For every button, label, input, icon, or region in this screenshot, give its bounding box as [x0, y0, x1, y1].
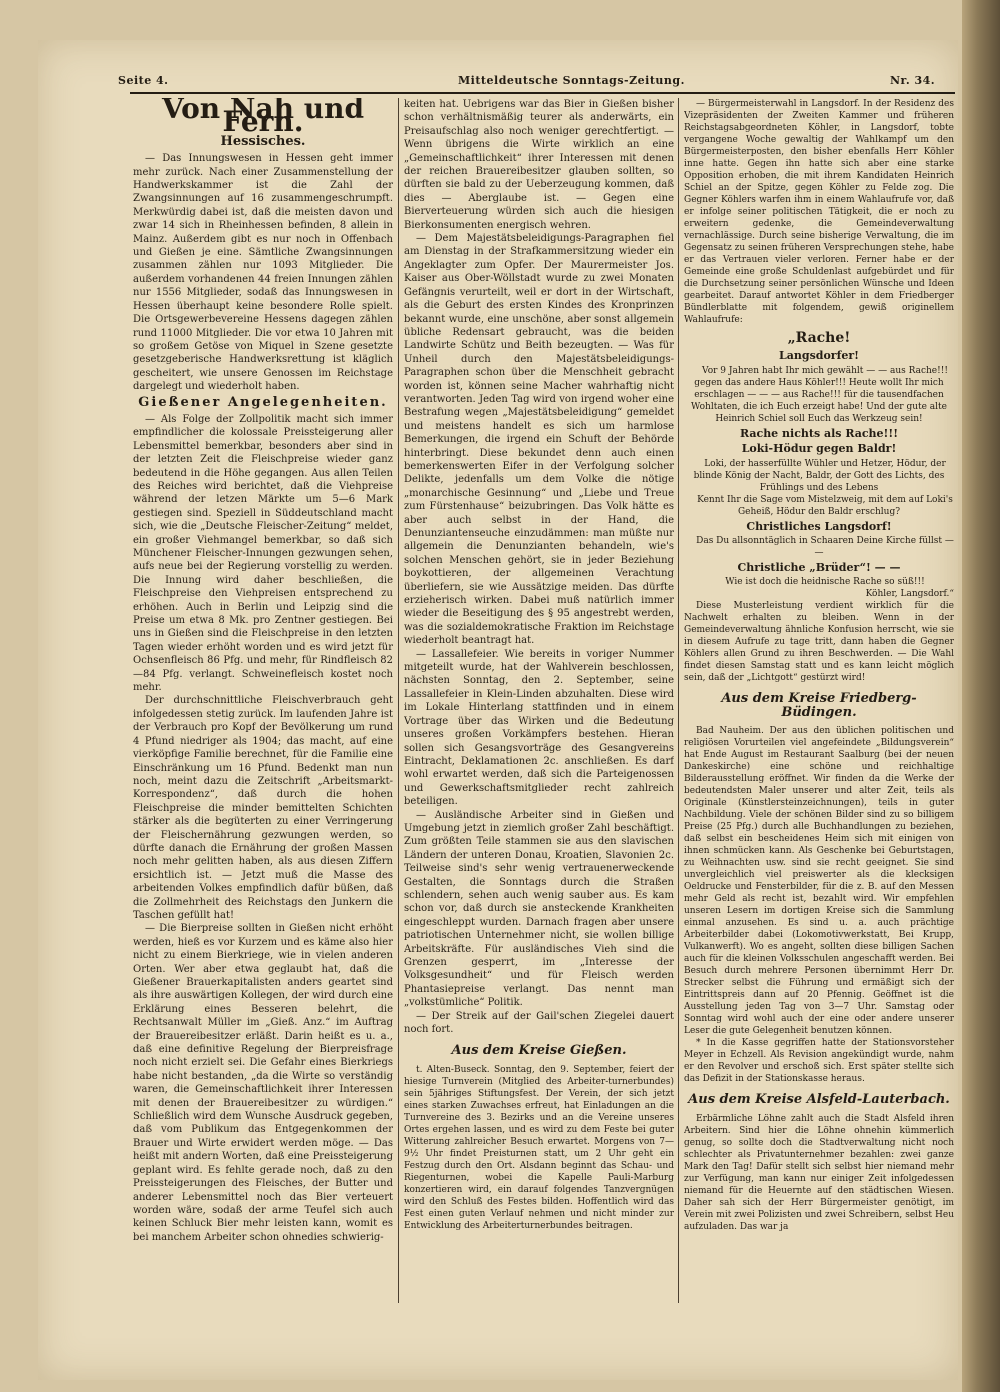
poem-line: Christliche „Brüder“! — —	[737, 561, 901, 575]
article-paragraph: Bad Nauheim. Der aus den üblichen politischen und religiösen Vorurteilen viel angefeindete „Bildungsverein“ hat Ende August im Restaurant Saalburg (bei der neuen Dankeskirche) eine schöne und reichhaltige Bilderausstellung eröffnet. Wir finden da die Werke der bedeutendsten Maler unserer und alter Zeit, teils als Originale (Künstlersteinzeichnungen), teils in guter Nachbildung. Viele der schönen Bilder sind zu so billigem Preise (25 Pfg.) durch alle Buchhandlungen zu beziehen, daß selbst ein bescheidenes Heim sich mit einigen von ihnen schmücken kann. Als Geschenke bei Geburtstagen, zu Weihnachten usw. sind sie recht geeignet. Sie sind unvergleichlich viel preiswerter als die klecksigen Oeldrucke und Fensterbilder, für die z. B. auf den Messen mehr Geld als recht ist, bezahlt wird. Wir empfehlen unseren Lesern im dortigen Kreise sich die Sammlung einmal anzusehen. Es sind u. a. auch prächtige Arbeiterbilder dabei (Lokomotivwerkstatt, Bei Krupp, Vulkanwerft). Wo es angeht, sollten diese billigen Sachen auch für die kleinen Volksschulen angeschafft werden. Bei Besuch durch mehrere Personen übernimmt Herr Dr. Strecker selbst die Führung und ermäßigt sich der Eintrittspreis dann auf 20 Pfennig. Geöffnet ist die Ausstellung jeden Tag von 3—7 Uhr. Samstag oder Sonntag wird wohl auch der eine oder andere unserer Leser die gute Gelegenheit benutzen können.	[684, 726, 954, 1037]
page-header	[78, 74, 958, 90]
poem-text: Das Du allsonntäglich in Schaaren Deine Kirche füllst — —	[696, 536, 954, 559]
poem-line: Langsdorfer!	[779, 349, 859, 363]
article-paragraph: — Das Innungswesen in Hessen geht immer mehr zurück. Nach einer Zusammenstellung der Handwerkskammer ist die Zahl der Zwangsinnungen auf 16 zusammengeschrumpft. Merkwürdig dabei ist, daß die meisten davon und zwar 14 sich in Rheinhessen befinden, 8 allein in Mainz. Außerdem gibt es nur noch in Offenbach und Gießen je eine. Sämtliche Zwangsinnungen zusammen zählen nur 1093 Mitglieder. Die außerdem vorhandenen 44 freien Innungen zählen nur 1556 Mitglieder, sodaß das Innungswesen in Hessen überhaupt keine besondere Rolle spielt. Die Ortsgewerbevereine Hessens dagegen zählen rund 11000 Mitglieder. Die vor etwa 10 Jahren mit so großem Getöse von Miquel in Szene gesetzte gesetzgeberische Handwerksrettung ist kläglich gescheitert, wie unsere Genossen im Reichstage dargelegt und wiederholt haben.	[133, 153, 393, 393]
article-paragraph: Diese Musterleistung verdient wirklich für die Nachwelt erhalten zu bleiben. Wenn in der Gemeindeverwaltung ähnliche Konfusion herrscht, wie sie in diesem Aufrufe zu tage tritt, dann haben die Gegner Köhlers allen Grund zu ihren Beschwerden. — Die Wahl findet diesen Samstag statt und es kann leicht möglich sein, daß der „Lichtgott“ gestürzt wird!	[684, 601, 954, 684]
poem-text: Vor 9 Jahren habt Ihr mich gewählt — — aus Rache!!! gegen das andere Haus Köhler!!! Heute wollt Ihr mich erschlagen — — — aus Rache!!! für die tausendfachen Wohltaten, die ich Euch erzeigt habe! Und der gute alte Heinrich Schiel soll Euch das Werkzeug sein!	[691, 365, 948, 424]
article-heading: Aus dem Kreise Friedberg-Büdingen.	[721, 691, 917, 720]
article-paragraph: Erbärmliche Löhne zahlt auch die Stadt Alsfeld ihren Arbeitern. Sind hier die Löhne ohnehin kümmerlich genug, so sollte doch die Stadtverwaltung nicht noch schlechter als Privatunternehmer bezahlen: zwei ganze Mark den Tag! Dafür stellt sich selbst hier niemand mehr zur Verfügung, man kann nur einiger Zeit infolgedessen niemand für die Heuernte auf den städtischen Wiesen. Daher sah sich der Herr Bürgermeister genötigt, im Verein mit zwei Polizisten und zwei Schreibern, selbst Heu aufzuladen. Das war ja	[684, 1113, 954, 1232]
article-paragraph: — Bürgermeisterwahl in Langsdorf. In der Residenz des Vizepräsidenten der Zweiten Kammer und früheren Reichstagsabgeordneten Köhler, in Langsdorf, tobte vergangene Woche gewaltig der Wahlkampf um den Bürgermeisterposten, den bisher ebenfalls Herr Köhler inne hatte. Gegen ihn hatte sich aber eine starke Opposition erhoben, die mit ihrem Kandidaten Heinrich Schiel an der Spitze, gegen Köhler zu Felde zog. Die Gegner Köhlers warfen ihm in einem Wahlaufrufe vor, daß er infolge seiner politischen Tätigkeit, die er noch zu erweitern gedenke, die Gemeindeverwaltung vernachlässige. Durch seine bisherige Verwaltung, die im Gegensatz zu seinen früheren Versprechungen stehe, habe er das Vertrauen vieler verloren. Ferner habe er der Gemeinde eine große Schuldenlast aufgebürdet und für die Durchsetzung seiner persönlichen Wünsche und Ideen gearbeitet. Darauf antwortet Köhler in dem Friedberger Bündlerblatte mit folgendem, gewiß originellem Wahlaufrufe:	[684, 99, 954, 325]
column-2	[404, 98, 674, 1303]
article-paragraph: — Lassallefeier. Wie bereits in voriger Nummer mitgeteilt wurde, hat der Wahlverein beschlossen, nächsten Sonntag, den 2. September, seine Lassallefeier in Klein-Linden abzuhalten. Diese wird im Lokale Hinterlang stattfinden und in einem Vortrage über das Wirken und die Bedeutung unseres großen Vorkämpfers bestehen. Hieran sollen sich Gesangsvorträge des Gesangvereins Eintracht, Deklamationen 2c. anschließen. Es darf wohl erwartet werden, daß sich die Parteigenossen und Gewerkschaftsmitglieder recht zahlreich beteiligen.	[404, 648, 674, 808]
column-1	[133, 98, 393, 1303]
column-divider	[398, 98, 399, 1303]
poem-text: Wie ist doch die heidnische Rache so süß!!!	[725, 577, 925, 588]
poem-text: Kennt Ihr die Sage vom Mistelzweig, mit dem auf Loki's Geheiß, Hödur den Baldr erschlug?	[697, 494, 953, 517]
header-rule	[130, 92, 955, 94]
issue-number: Nr. 34.	[890, 74, 936, 87]
article-paragraph: — Ausländische Arbeiter sind in Gießen und Umgebung jetzt in ziemlich großer Zahl beschäftigt. Zum größten Teile stammen sie aus den slavischen Ländern der unteren Donau, Kroatien, Slavonien 2c. Teilweise sind's sehr wenig vertrauenerweckende Gestalten, die Sonntags durch die Straßen schlendern, sehen auch wenig sauber aus. Es kam schon vor, daß durch sie ansteckende Krankheiten eingeschleppt wurden. Darnach fragen aber unsere patriotischen Unternehmer nicht, sie wollen billige Arbeitskräfte. Für ausländisches Vieh sind die Grenzen gesperrt, im „Interesse der Volksgesundheit“ und für Fleisch werden Phantasiepreise verlangt. Das nennt man „volkstümliche“ Politik.	[404, 809, 674, 1009]
article-paragraph: — Der Streik auf der Gail'schen Ziegelei dauert noch fort.	[404, 1010, 674, 1036]
article-heading: Aus dem Kreise Alsfeld-Lauterbach.	[688, 1092, 950, 1108]
article-paragraph: keiten hat. Uebrigens war das Bier in Gießen bisher schon verhältnismäßig teurer als anderwärts, ein Preisaufschlag also noch weniger gerechtfertigt. — Wenn übrigens die Wirte wirklich an eine „Gemeinschaftlichkeit“ ihrer Interessen mit denen der reichen Brauereibesitzer glauben sollten, so dürften sie bald zu der Ueberzeugung kommen, daß dies — Aberglaube ist. — Gegen eine Bierverteuerung würden sich auch die hiesigen Bierkonsumenten energisch wehren.	[404, 99, 674, 231]
newspaper-name: Mitteldeutsche Sonntags-Zeitung.	[458, 74, 685, 87]
book-binding	[962, 0, 1000, 1392]
poem-signature: Köhler, Langsdorf.“	[865, 589, 954, 600]
column-divider	[678, 98, 679, 1303]
column-3	[684, 98, 954, 1303]
poem-title: „Rache!	[787, 330, 851, 346]
article-paragraph: — Die Bierpreise sollten in Gießen nicht erhöht werden, hieß es vor Kurzem und es käme also hier nicht zu einem Bierkriege, wie in vielen anderen Orten. Wer aber etwa geglaubt hat, daß die Gießener Brauerkapitalisten anders geartet sind als ihre auswärtigen Kollegen, der wird durch eine Erklärung eines Besseren belehrt, die Rechtsanwalt Müller im „Gieß. Anz.“ im Auftrag der Brauereibesitzer erläßt. Darin heißt es u. a., daß eine definitive Regelung der Bierpreisfrage noch nicht erzielt sei. Die Gefahr eines Bierkriegs habe nicht bestanden, „da die Wirte so verständig waren, die Gemeinschaftlichkeit ihrer Interessen mit denen der Brauereibesitzer zu würdigen.“ Schließlich wird dem Wunsche Ausdruck gegeben, daß vom Publikum das Entgegenkommen der Brauer und Wirte erwidert werden möge. — Das heißt mit andern Worten, daß eine Preissteigerung geplant wird. Es fehlte gerade noch, daß zu den Preissteigerungen des Fleisches, der Butter und anderer Lebensmittel noch das Bier verteuert worden wäre, sodaß der arme Teufel sich auch keinen Schluck Bier mehr leisten kann, womit es bei manchem Arbeiter schon ohnedies schwierig-	[133, 923, 393, 1243]
page-number: Seite 4.	[118, 74, 169, 87]
article-paragraph: — Dem Majestätsbeleidigungs-Paragraphen fiel am Dienstag in der Strafkammersitzung wieder ein Angeklagter zum Opfer. Der Maurermeister Jos. Kaiser aus Ober-Wöllstadt wurde zu zwei Monaten Gefängnis verurteilt, weil er dort in der Wirtschaft, als die Geburt des ersten Kindes des Kronprinzen bekannt wurde, eine unschöne, aber sonst allgemein übliche Redensart gebraucht, was die beiden Landwirte Schütz und Beith bezeugten. — Was für Unheil durch den Majestätsbeleidigungs-Paragraphen schon über die Menschheit gebracht worden ist, können seine Macher wahrhaftig nicht verantworten. Jeden Tag wird von irgend woher eine Bestrafung wegen „Majestätsbeleidigung“ gemeldet und meistens handelt es sich um harmlose Bemerkungen, die irgend ein Schuft der Behörde hinterbringt. Diese bekundet denn auch einen bemerkenswerten Eifer in der Verfolgung solcher Delikte, jedenfalls um dem Volke die nötige „monarchische Gesinnung“ und „Liebe und Treue zum Fürstenhause“ beizubringen. Das Volk hätte es aber auch selbst in der Hand, die Denunziantenseuche einzudämmen: man müßte nur allgemein die Denunzianten behandeln, wie's solchen Menschen gehört, sie in jeder Beziehung boykottieren, der allgemeinen Verachtung überliefern, sie wie Aussätzige meiden. Das dürfte erzieherisch wirken. Dabei muß natürlich immer wieder die Beseitigung des § 95 angestrebt werden, was die sozialdemokratische Fraktion im Reichstage wiederholt beantragt hat.	[404, 233, 674, 647]
poem-text: Loki, der hasserfüllte Wühler und Hetzer, Hödur, der blinde König der Nacht, Baldr, der Gott des Lichts, des Frühlings und des Lebens	[693, 458, 946, 493]
article-paragraph: — Als Folge der Zollpolitik macht sich immer empfindlicher die kolossale Preissteigerung aller Lebensmittel bemerkbar, besonders aber sind in der letzten Zeit die Fleischpreise wieder ganz bedeutend in die Höhe gegangen. Aus allen Teilen des Reiches wird berichtet, daß die Viehpreise während der letzen Märkte um 5—6 Mark gestiegen sind. Speziell in Süddeutschland macht sich, wie die „Deutsche Fleischer-Zeitung“ meldet, ein großer Viehmangel bemerkbar, so daß sich Münchener Fleischer-Innungen gezwungen sehen, aufs neue bei der Regierung vorstellig zu werden. Die Innung wird daher beschließen, die Fleischpreise den Viehpreisen entsprechend zu erhöhen. Auch in Berlin und Leipzig sind die Preise um etwa 8 Mk. pro Zentner gestiegen. Bei uns in Gießen sind die Fleischpreise in den letzten Tagen wieder erhöht worden und es wird jetzt für Ochsenfleisch 86 Pfg. und mehr, für Rindfleisch 82—84 Pfg. verlangt. Schweinefleisch kostet noch mehr.	[133, 413, 393, 694]
article-heading: Aus dem Kreise Gießen.	[451, 1043, 627, 1059]
poem-line: Christliches Langsdorf!	[746, 519, 892, 533]
section-subtitle: Hessisches.	[220, 133, 306, 149]
poem-line: Loki-Hödur gegen Baldr!	[741, 442, 897, 456]
article-heading: Gießener Angelegenheiten.	[138, 394, 388, 410]
article-paragraph: Der durchschnittliche Fleischverbrauch geht infolgedessen stetig zurück. Im laufenden Jahre ist der Verbrauch pro Kopf der Bevölkerung um rund 4 Pfund niedriger als 1904; das macht, auf eine vierköpfige Familie berechnet, für die Familie eine Einschränkung um 16 Pfund. Bedenkt man nun noch, meint dazu die Zeitschrift „Arbeitsmarkt-Korrespondenz“, daß durch die hohen Fleischpreise die minder bemittelten Schichten stärker als die begüterten zu einer Verringerung der Fleischernährung gezwungen werden, so dürfte danach die Ernährung der großen Massen noch mehr gelitten haben, als aus diesen Ziffern ersichtlich ist. — Jetzt muß die Masse des arbeitenden Volkes empfindlich dafür büßen, daß die Zollmehrheit des Reichstags den Junkern die Taschen gefüllt hat!	[133, 695, 393, 921]
poem-line: Rache nichts als Rache!!!	[739, 426, 899, 440]
section-title: Von Nah und Fern.	[161, 98, 365, 139]
article-paragraph: * In die Kasse gegriffen hatte der Stationsvorsteher Meyer in Echzell. Als Revision angekündigt wurde, nahm er den Revolver und erschoß sich. Erst später stellte sich das Defizit in der Stationskasse heraus.	[684, 1038, 954, 1085]
article-paragraph: t. Alten-Buseck. Sonntag, den 9. September, feiert der hiesige Turnverein (Mitglied des Arbeiter-turnerbundes) sein 5jähriges Stiftungsfest. Der Verein, der sich jetzt eines starken Zuwachses erfreut, hat Einladungen an die Turnvereine des 3. Bezirks und an die Vereine unseres Ortes ergehen lassen, und es wird zu dem Feste bei guter Witterung zahlreicher Besuch erwartet. Morgens von 7—9½ Uhr findet Preisturnen statt, um 2 Uhr geht ein Festzug durch den Ort. Alsdann beginnt das Schau- und Riegenturnen, wobei die Kapelle Pauli-Marburg konzertieren wird, ein darauf folgendes Tanzvergnügen wird den Schluß des Festes bilden. Hoffentlich wird das Fest einen guten Verlauf nehmen und nicht minder zur Entwicklung des Arbeiterturnerbundes beitragen.	[404, 1064, 674, 1231]
